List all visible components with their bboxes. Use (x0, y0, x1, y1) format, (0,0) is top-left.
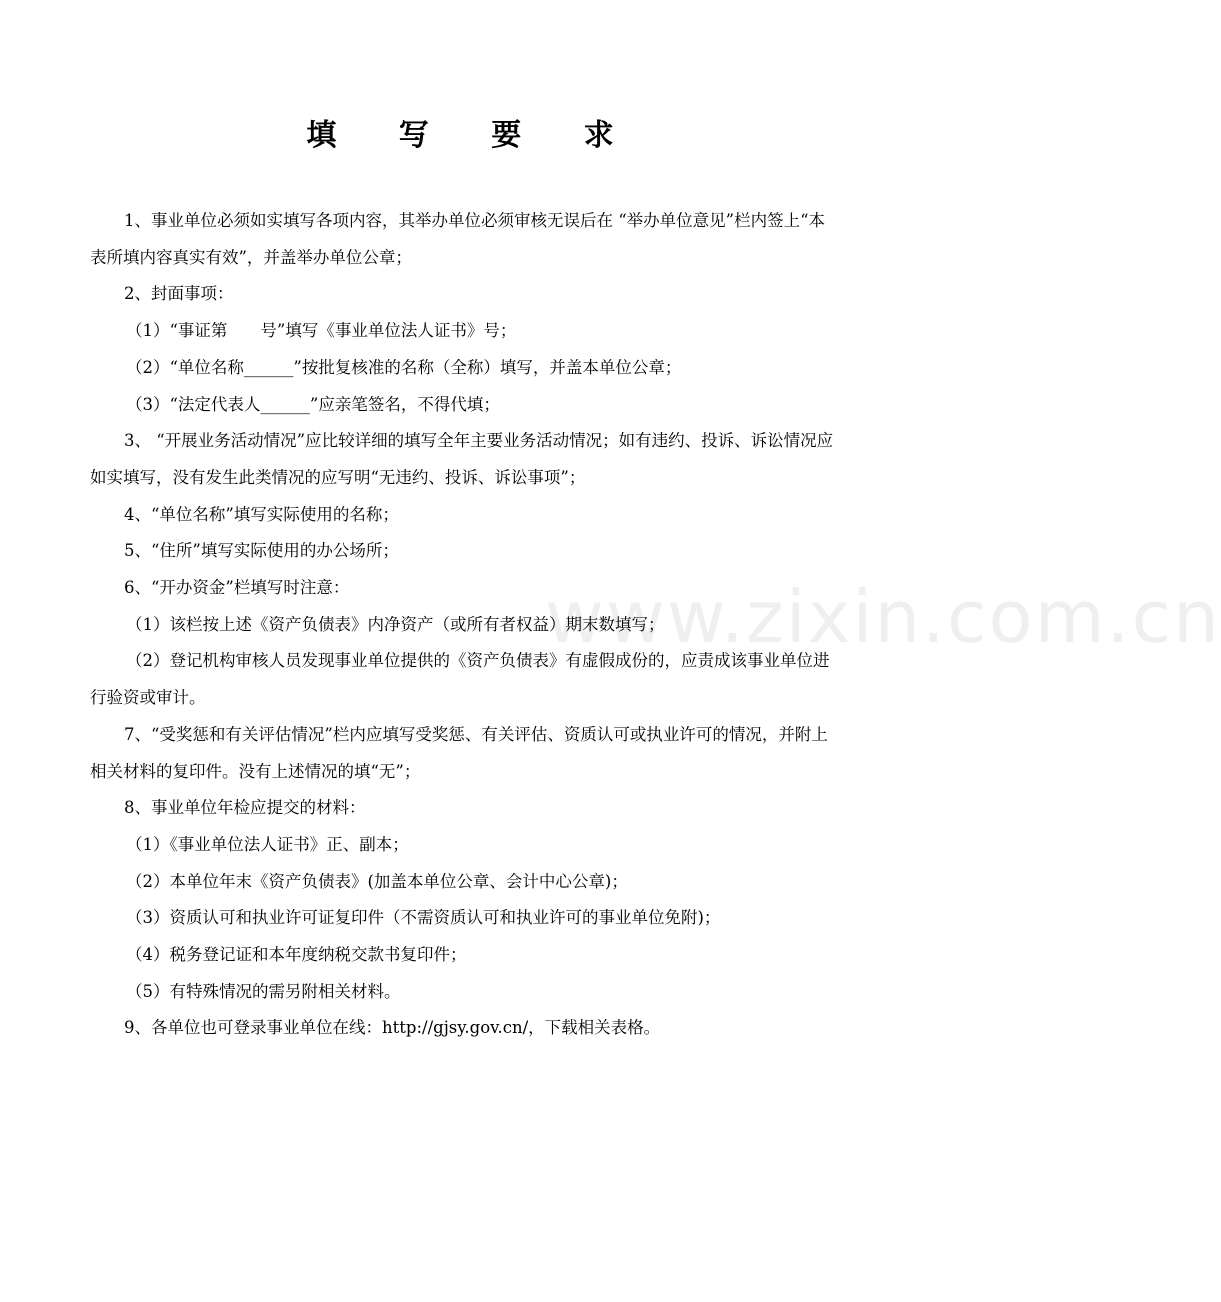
paragraph-subitem: （2）登记机构审核人员发现事业单位提供的《资产负债表》有虚假成份的，应责成该事业单位进行验资或审计。 (90, 651, 830, 708)
paragraph-subitem: （3）资质认可和执业许可证复印件（不需资质认可和执业许可的事业单位免附)； (126, 908, 721, 928)
paragraph-item-4: 4、“单位名称”填写实际使用的名称； (124, 504, 399, 524)
paragraph-subitem: （4）税务登记证和本年度纳税交款书复印件； (126, 945, 467, 965)
page-title: 填 写 要 求 (306, 118, 640, 153)
paragraph-item-3: 3、 “开展业务活动情况”应比较详细的填写全年主要业务活动情况；如有违约、投诉、诉讼情况应如实填写，没有发生此类情况的应写明“无违约、投诉、诉讼事项”； (90, 431, 834, 487)
paragraph-subitem: （1）“事证第 号”填写《事业单位法人证书》号； (126, 321, 517, 341)
paragraph-item-5: 5、“住所”填写实际使用的办公场所； (124, 541, 399, 561)
paragraph-subitem: （1）《事业单位法人证书》正、副本； (126, 834, 409, 854)
paragraph-item-2: 2、封面事项： (124, 284, 234, 304)
paragraph-subitem: （5）有特殊情况的需另附相关材料。 (126, 981, 401, 1001)
paragraph-subitem: （2）本单位年末《资产负债表》(加盖本单位公章、会计中心公章)； (126, 871, 628, 891)
paragraph-item-6: 6、“开办资金”栏填写时注意： (124, 578, 350, 598)
paragraph-item-8: 8、事业单位年检应提交的材料： (124, 798, 366, 818)
paragraph-item-7: 7、“受奖惩和有关评估情况”栏内应填写受奖惩、有关评估、资质认可或执业许可的情况，并附上相关材料的复印件。没有上述情况的填“无”； (90, 724, 828, 781)
paragraph-item-1: 1、事业单位必须如实填写各项内容，其举办单位必须审核无误后在 “举办单位意见”栏内签上“本表所填内容真实有效”，并盖举办单位公章； (90, 211, 826, 267)
paragraph-item-9: 9、各单位也可登录事业单位在线：http://gjsy.gov.cn/，下载相关表格。 (124, 1018, 661, 1038)
watermark: www.zixin.com.cn (545, 575, 1221, 659)
requirements-body (90, 203, 840, 1047)
paragraph-subitem: （1）该栏按上述《资产负债表》内净资产（或所有者权益）期末数填写； (126, 614, 665, 634)
paragraph-subitem: （3）“法定代表人______”应亲笔签名，不得代填； (126, 394, 500, 414)
paragraph-subitem: （2）“单位名称______”按批复核准的名称（全称）填写，并盖本单位公章； (126, 357, 682, 377)
